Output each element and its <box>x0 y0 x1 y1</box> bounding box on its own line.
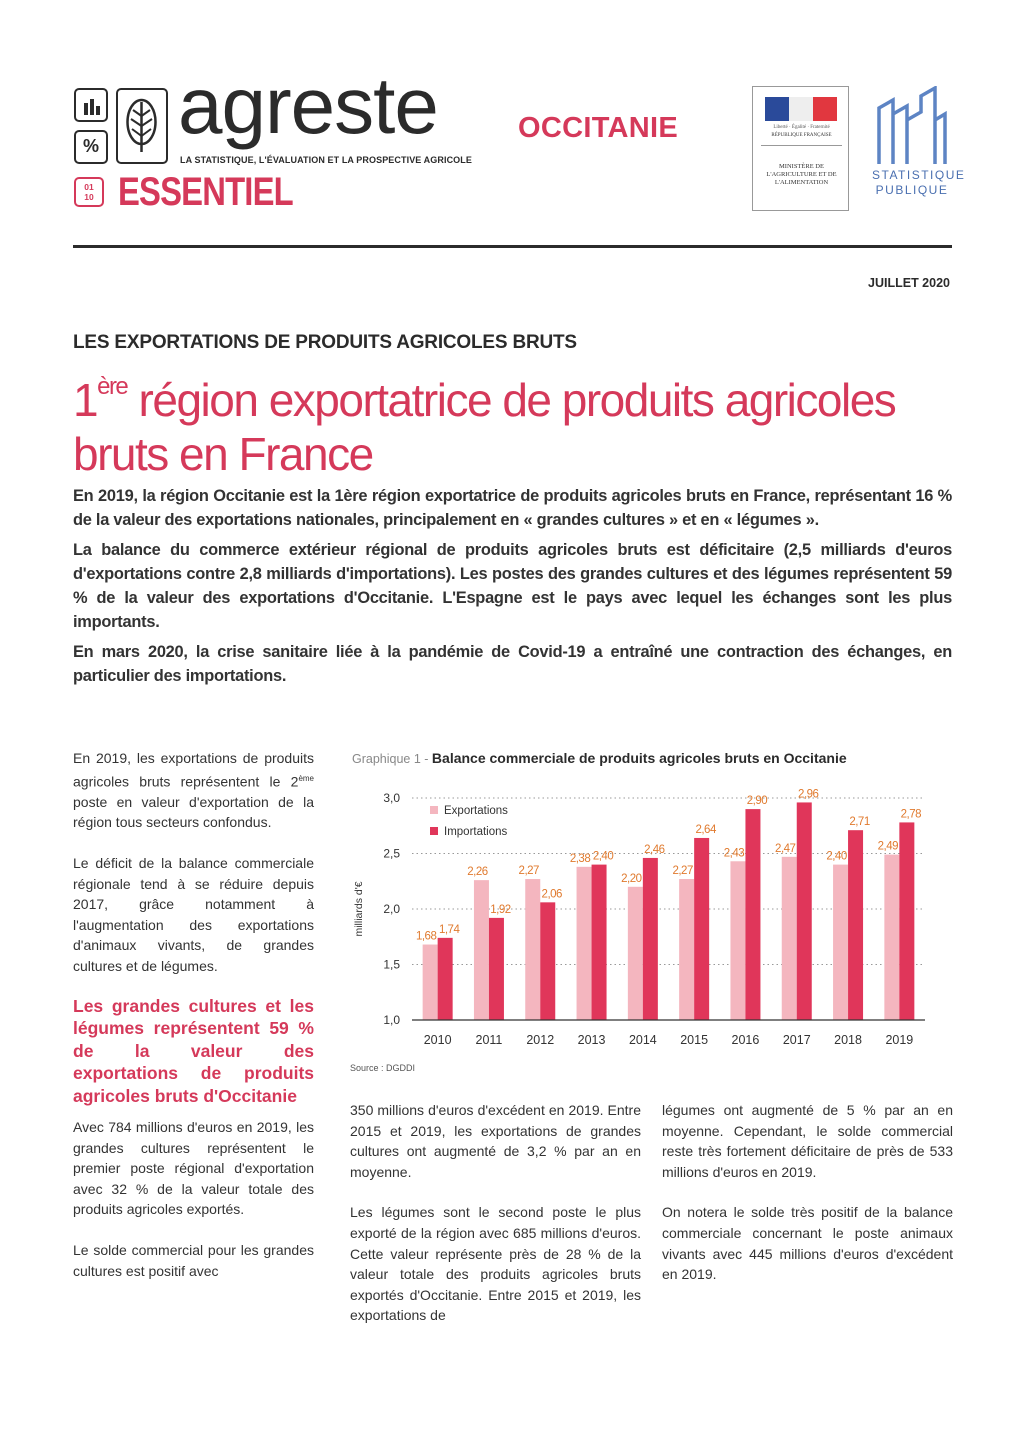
bar-exportations-2014 <box>628 887 643 1020</box>
header-rule <box>73 245 952 248</box>
bar-exportations-2016 <box>730 861 745 1020</box>
bar-importations-2019 <box>899 822 914 1020</box>
building-icon <box>875 86 949 166</box>
x-tick-label: 2014 <box>628 1033 657 1047</box>
data-label: 2,38 <box>569 852 591 865</box>
french-flag-icon <box>765 97 837 121</box>
bar-exportations-2010 <box>423 945 438 1020</box>
bar-exportations-2019 <box>884 855 899 1020</box>
intro-paragraph: En 2019, la région Occitanie est la 1ère région exportatrice de produits agricoles bruts en France, représentant 16 % de la valeur des exportations nationales, principalement en « grandes cultures » et en « légumes ». <box>73 487 952 529</box>
bar-exportations-2011 <box>474 880 489 1020</box>
bar-importations-2015 <box>694 838 709 1020</box>
bar-importations-2014 <box>643 858 658 1020</box>
bar-exportations-2015 <box>679 879 694 1020</box>
bar-exportations-2018 <box>833 865 848 1020</box>
middle-column <box>350 1100 641 1326</box>
bar-importations-2017 <box>797 802 812 1020</box>
ministry-logo: Liberté · Égalité · Fraternité RÉPUBLIQUE FRANÇAISE MINISTÈRE DE L'AGRICULTURE ET DE L'ALIMENTATION <box>752 86 849 211</box>
x-tick-label: 2015 <box>680 1033 709 1047</box>
left-paragraph-1: En 2019, les exportations de produits agricoles bruts représentent le 2ème poste en valeur d'exportation de la région tous secteurs confondus. <box>73 750 314 831</box>
data-label: 2,49 <box>877 840 899 853</box>
bar-chart-icon <box>74 88 108 122</box>
chart-caption: Graphique 1 - Balance commerciale de produits agricoles bruts en Occitanie <box>352 750 847 766</box>
logo-tagline: LA STATISTIQUE, L'ÉVALUATION ET LA PROSPECTIVE AGRICOLE <box>180 155 472 165</box>
page-title: 1ère région exportatrice de produits agricoles bruts en France <box>73 373 896 480</box>
y-tick-label: 1,5 <box>383 957 400 972</box>
y-tick-label: 2,5 <box>383 846 400 861</box>
statistique-publique-logo: STATISTIQUE PUBLIQUE <box>872 86 952 206</box>
logo-word: agreste <box>178 61 438 150</box>
data-label: 2,64 <box>695 823 716 836</box>
legend-label: Exportations <box>444 805 508 817</box>
left-paragraph-4: Le solde commercial pour les grandes cultures est positif avec <box>73 1242 314 1279</box>
data-label: 2,40 <box>826 850 847 863</box>
data-label: 2,43 <box>723 847 745 860</box>
left-paragraph-3: Avec 784 millions d'euros en 2019, les grandes cultures représentent le premier poste régional d'exportation avec 32 % de la valeur totale des produits agricoles exportés. <box>73 1119 314 1218</box>
data-label: 2,40 <box>592 850 614 863</box>
x-tick-label: 2016 <box>731 1033 760 1047</box>
data-label: 2,78 <box>900 808 922 821</box>
bar-importations-2016 <box>745 809 760 1020</box>
publication-date: JUILLET 2020 <box>868 276 950 290</box>
data-label: 2,46 <box>644 843 665 856</box>
x-tick-label: 2011 <box>475 1033 503 1047</box>
bar-importations-2013 <box>592 865 607 1020</box>
y-tick-label: 3,0 <box>383 791 400 805</box>
middle-paragraph-2: Les légumes sont le second poste le plus exporté de la région avec 685 millions d'euros. Cette valeur représente près de 28 % de la valeur totale des produits agricoles bruts exportés d'Occitanie. Entre 2015 et 2019, les exportations de <box>350 1204 641 1324</box>
right-paragraph-2: On notera le solde très positif de la balance commerciale concernant le poste animaux vivants avec 445 millions d'euros d'excédent en 2019. <box>662 1204 953 1283</box>
agreste-logo <box>74 61 494 220</box>
bar-exportations-2017 <box>782 857 797 1020</box>
right-column <box>662 1100 953 1285</box>
bar-importations-2012 <box>540 902 555 1020</box>
legend-swatch-importations <box>430 827 438 835</box>
y-axis-label: milliards d'€ <box>353 881 365 937</box>
data-label: 1,92 <box>490 903 511 916</box>
x-tick-label: 2019 <box>885 1033 914 1047</box>
section-subheading: Les grandes cultures et les légumes représentent 59 % de la valeur des exportations de produits agricoles bruts d'Occitanie <box>73 995 314 1106</box>
right-paragraph-1: légumes ont augmenté de 5 % par an en moyenne. Cependant, le solde commercial reste très fortement déficitaire de près de 533 millions d'euros en 2019. <box>662 1102 953 1180</box>
edition-label: ESSENTIEL <box>118 170 293 214</box>
ministry-name: MINISTÈRE DE L'AGRICULTURE ET DE L'ALIMENTATION <box>766 163 837 186</box>
data-label: 2,47 <box>775 842 796 855</box>
bar-exportations-2013 <box>577 867 592 1020</box>
y-tick-label: 2,0 <box>383 902 400 916</box>
bar-importations-2011 <box>489 918 504 1020</box>
left-column <box>73 748 314 1281</box>
percent-icon: % <box>74 130 108 164</box>
left-paragraph-2: Le déficit de la balance commerciale régionale tend à se réduire depuis 2017, grâce notamment à l'augmentation des exportations d'animaux vivants, de grandes cultures et de légumes. <box>73 855 314 974</box>
data-label: 2,71 <box>849 816 870 829</box>
bar-importations-2010 <box>438 938 453 1020</box>
data-label: 1,74 <box>438 923 460 936</box>
x-tick-label: 2017 <box>782 1033 811 1047</box>
binary-icon: 01 10 <box>74 177 104 207</box>
intro <box>73 484 952 694</box>
x-tick-label: 2013 <box>577 1033 606 1047</box>
data-label: 2,96 <box>798 788 819 801</box>
data-label: 1,68 <box>415 930 437 943</box>
data-label: 2,26 <box>467 866 488 879</box>
intro-paragraph: La balance du commerce extérieur régional de produits agricoles bruts est déficitaire (2,5 milliards d'euros d'exportations contre 2,8 milliards d'importations). Les postes des grandes cultures et des légumes représentent 59 % de la valeur des exportations d'Occitanie. L'Espagne est le pays avec lequel les échanges sont les plus importants. <box>73 541 952 631</box>
data-label: 2,90 <box>746 795 768 808</box>
data-label: 2,20 <box>621 872 642 885</box>
data-label: 2,06 <box>541 888 562 901</box>
data-label: 2,27 <box>672 865 693 878</box>
legend-label: Importations <box>444 826 508 838</box>
data-label: 2,27 <box>518 865 539 878</box>
bar-exportations-2012 <box>525 879 540 1020</box>
bar-chart <box>340 770 940 1090</box>
article-kicker: LES EXPORTATIONS DE PRODUITS AGRICOLES BRUTS <box>73 332 577 353</box>
middle-paragraph-1: 350 millions d'euros d'excédent en 2019. Entre 2015 et 2019, les exportations de grandes cultures ont augmenté de 3,2 % par an en moyenne. <box>350 1102 641 1180</box>
bar-importations-2018 <box>848 830 863 1020</box>
x-tick-label: 2018 <box>834 1033 862 1047</box>
x-tick-label: 2012 <box>526 1033 555 1047</box>
chart-source: Source : DGDDI <box>350 1063 416 1073</box>
intro-paragraph: En mars 2020, la crise sanitaire liée à la pandémie de Covid-19 a entraîné une contraction des échanges, en particulier des importations. <box>73 643 952 685</box>
x-tick-label: 2010 <box>423 1033 452 1047</box>
leaf-icon <box>116 88 168 164</box>
y-tick-label: 1,0 <box>383 1013 400 1027</box>
legend-swatch-exportations <box>430 806 438 814</box>
region-label: OCCITANIE <box>518 112 679 144</box>
